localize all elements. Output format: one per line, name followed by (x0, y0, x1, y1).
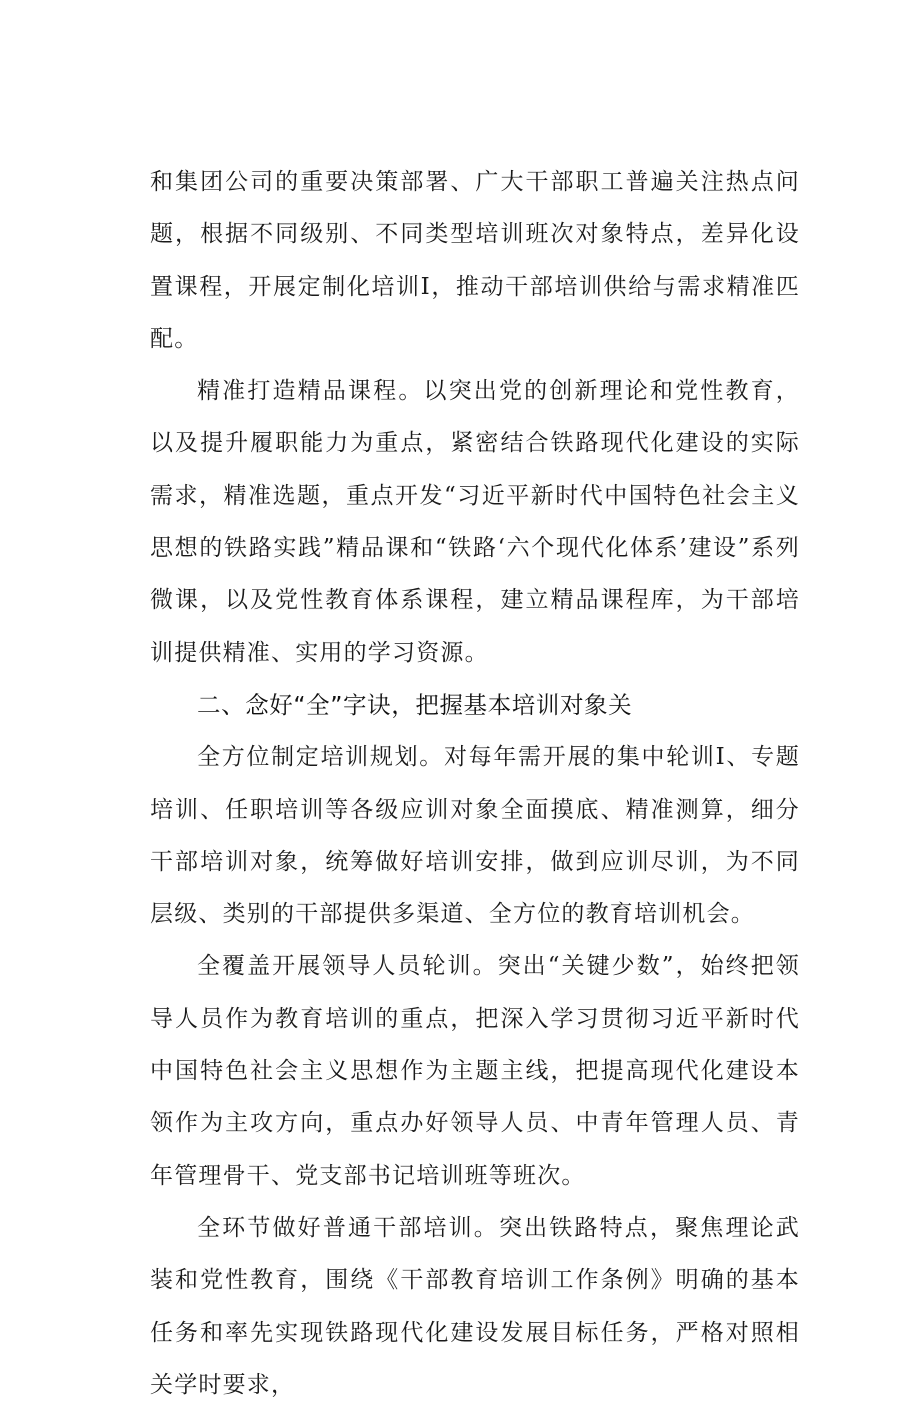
section-heading: 二、念好“全”字诀，把握基本培训对象关 (197, 690, 633, 719)
paragraph-premium-courses: 精准打造精品课程。以突出党的创新理论和党性教育，以及提升履职能力为重点，紧密结合铁路现代化建设的实际需求，精准选题，重点开发“习近平新时代中国特色社会主义思想的铁路实践”精品课和“铁路‘六个现代化体系’建设”系列微课，以及党性教育体系课程，建立精品课程库，为干部培训提供精准、实用的学习资源。 (150, 378, 800, 666)
paragraph-leader-rotation: 全覆盖开展领导人员轮训。突出“关键少数”，始终把领导人员作为教育培训的重点，把深入学习贯彻习近平新时代中国特色社会主义思想作为主题主线，把提高现代化建设本领作为主攻方向，重点办好领导人员、中青年管理人员、青年管理骨干、党支部书记培训班等班次。 (150, 953, 800, 1189)
paragraph-continuation: 和集团公司的重要决策部署、广大干部职工普遍关注热点问题，根据不同级别、不同类型培训班次对象特点，差异化设置课程，开展定制化培训Ⅰ，推动干部培训供给与需求精准匹配。 (150, 169, 800, 352)
paragraph-training-plan: 全方位制定培训规划。对每年需开展的集中轮训Ⅰ、专题培训、任职培训等各级应训对象全面摸底、精准测算，细分干部培训对象，统筹做好培训安排，做到应训尽训，为不同层级、类别的干部提供多渠道、全方位的教育培训机会。 (150, 744, 800, 928)
paragraph-general-cadre: 全环节做好普通干部培训。突出铁路特点，聚焦理论武装和党性教育，围绕《干部教育培训工作条例》明确的基本任务和率先实现铁路现代化建设发展目标任务，严格对照相关学时要求， (150, 1214, 800, 1398)
document-body (150, 156, 800, 1411)
